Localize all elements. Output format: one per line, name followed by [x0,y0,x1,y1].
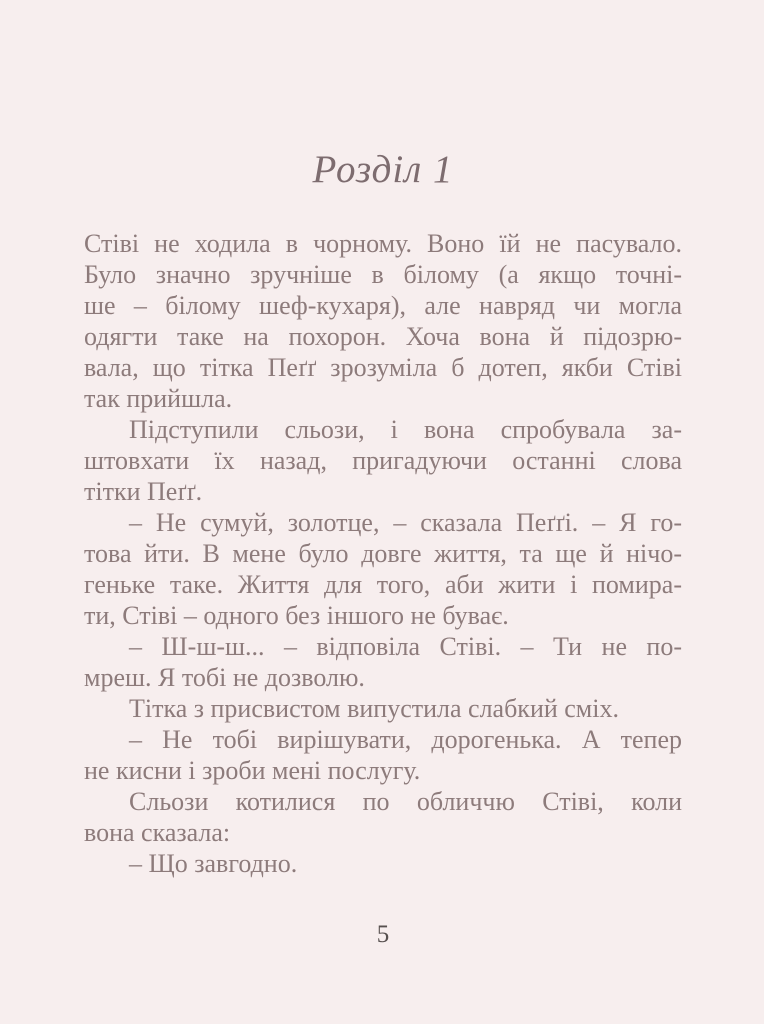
text-line: штовхати їх назад, пригадуючи останні слова [84,446,682,475]
text-line: Було значно зручніше в білому (а якщо точні- [84,260,682,289]
text-line: вала, що тітка Пеґґ зрозуміла б дотеп, якби Стіві [84,353,682,382]
paragraph [84,631,682,693]
text-line: – Ш-ш-ш... – відповіла Стіві. – Ти не по- [129,632,682,661]
text-line: – Не сумуй, золотце, – сказала Пеґґі. – Я го- [129,508,682,537]
text-line: тітки Пеґґ. [84,477,203,506]
paragraph [84,786,682,848]
text-line: това йти. В мене було довге життя, та ще й нічо- [84,539,682,568]
text-line: Стіві не ходила в чорному. Воно їй не пасувало. [84,229,682,258]
text-line: ти, Стіві – одного без іншого не буває. [84,601,509,630]
text-line: – Що завгодно. [129,849,298,878]
text-line: Сльози котилися по обличчю Стіві, коли [129,787,682,816]
text-line: Підступили сльози, і вона спробувала за- [129,415,682,444]
paragraph [84,507,682,631]
text-line: одягти таке на похорон. Хоча вона й підозрю- [84,322,682,351]
paragraph [84,414,682,507]
body-text [84,228,682,879]
paragraph [84,848,682,879]
paragraph [84,693,682,724]
text-line: ше – білому шеф-кухаря), але навряд чи могла [84,291,682,320]
text-line: Тітка з присвистом випустила слабкий сміх. [129,694,619,723]
text-line: геньке таке. Життя для того, аби жити і помира- [84,570,682,599]
chapter-title: Розділ 1 [312,148,454,191]
text-line: мреш. Я тобі не дозволю. [84,663,365,692]
paragraph [84,228,682,414]
text-line: вона сказала: [84,818,231,847]
paragraph [84,724,682,786]
text-line: – Не тобі вирішувати, дорогенька. А тепер [129,725,682,754]
page-number: 5 [376,921,390,948]
text-line: так прийшла. [84,384,233,413]
text-line: не кисни і зроби мені послугу. [84,756,421,785]
